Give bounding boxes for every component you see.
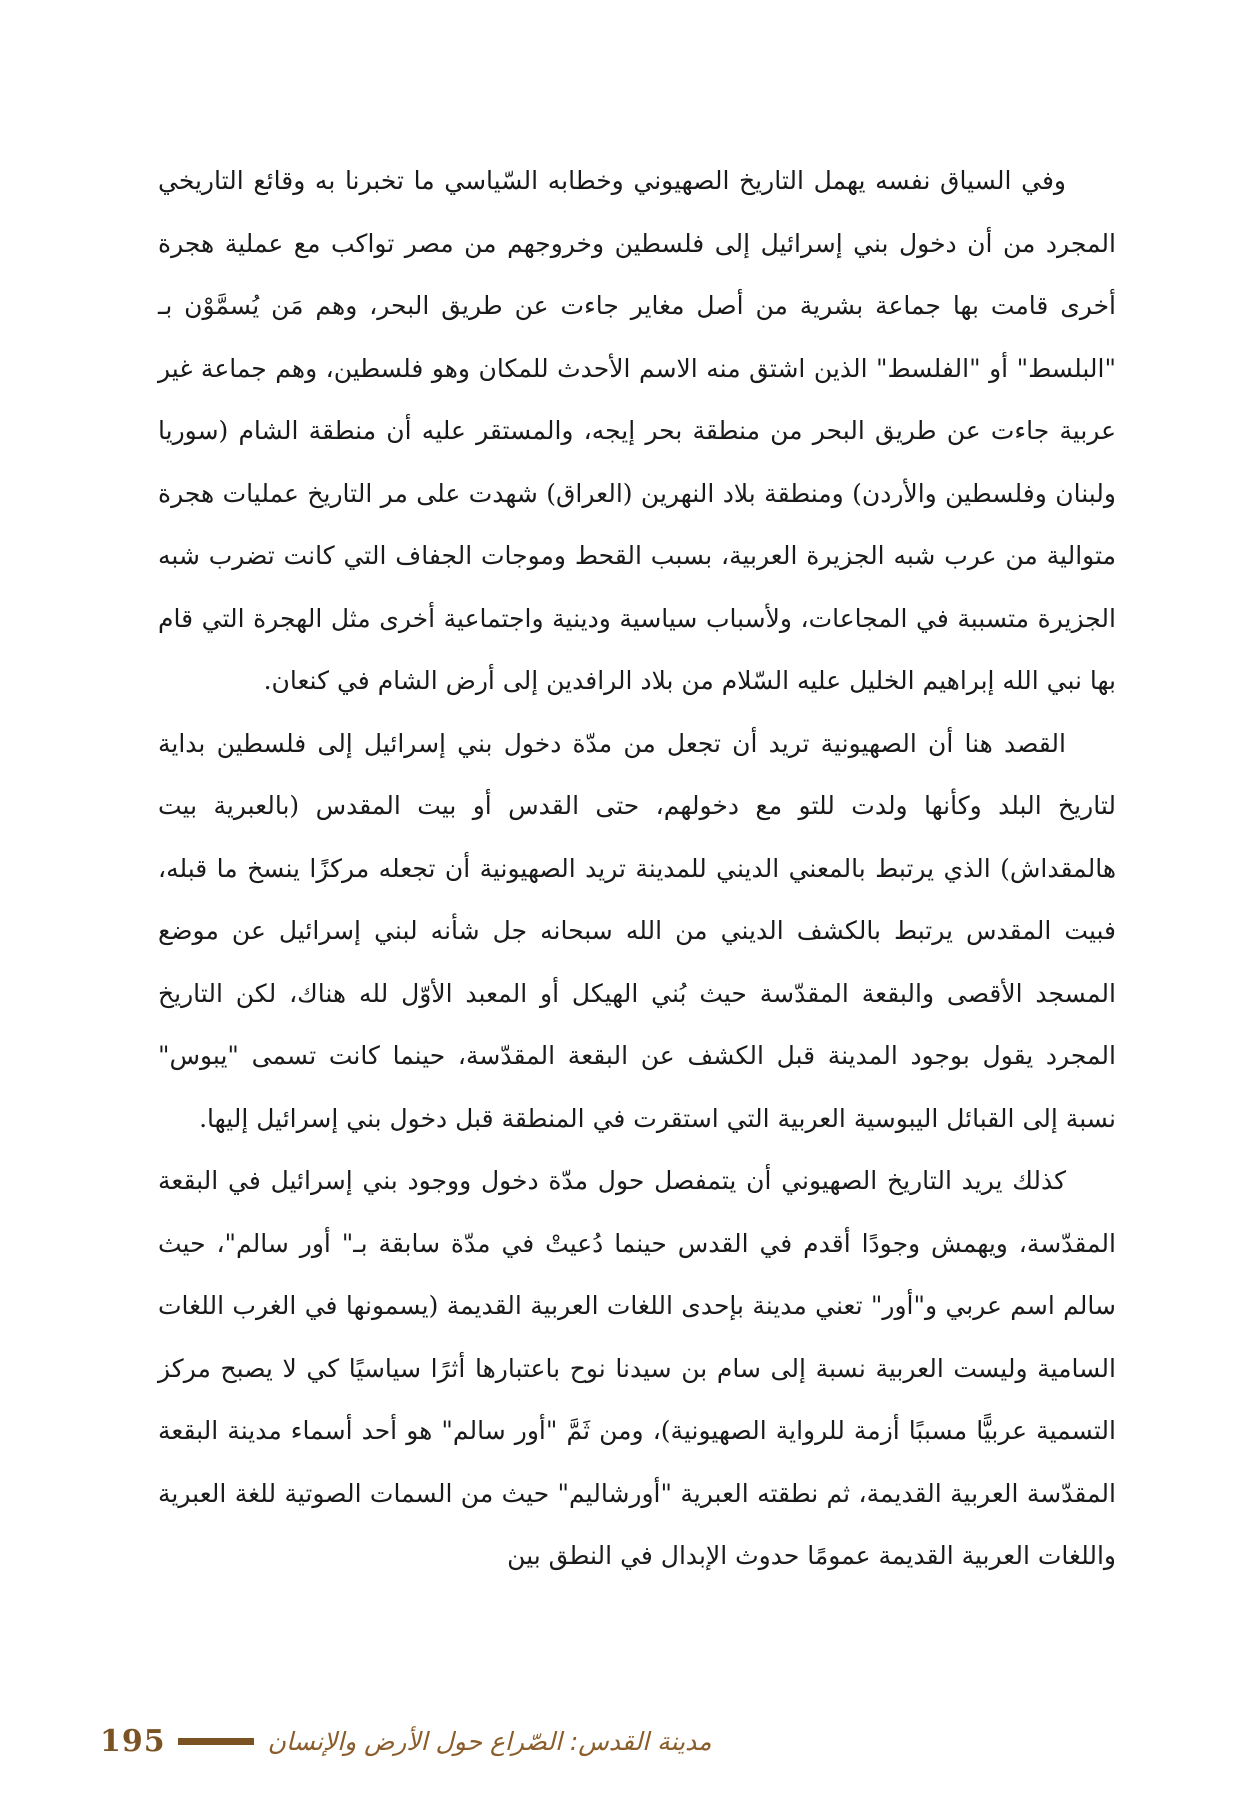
running-title: مدينة القدس: الصّراع حول الأرض والإنسان [267,1726,712,1756]
paragraph-3: كذلك يريد التاريخ الصهيوني أن يتمفصل حول مدّة دخول ووجود بني إسرائيل في البقعة المقدّسة، ويهمش وجودًا أقدم في القدس حينما دُعيتْ في مدّة سابقة بـ" أور سالم"، حيث سالم اسم عربي و"أور" تعني مدينة بإحدى اللغات العربية القديمة (يسمونها في الغرب اللغات السامية وليست العربية نسبة إلى سام بن سيدنا نوح باعتبارها أثرًا سياسيًا كي لا يصبح مركز التسمية عربيًّا مسببًا أزمة للرواية الصهيونية)، ومن ثَمَّ "أور سالم" هو أحد أسماء مدينة البقعة المقدّسة العربية القديمة، ثم نطقته العبرية "أورشاليم" حيث من السمات الصوتية للغة العبرية واللغات العربية القديمة عمومًا حدوث الإبدال في النطق بين [158,1166,1116,1570]
body-text [158,150,1116,1588]
page-footer [100,1716,1060,1766]
paragraph-2: القصد هنا أن الصهيونية تريد أن تجعل من مدّة دخول بني إسرائيل إلى فلسطين بداية لتاريخ البلد وكأنها ولدت للتو مع دخولهم، حتى القدس أو بيت المقدس (بالعبرية بيت هالمقداش) الذي يرتبط بالمعني الديني للمدينة تريد الصهيونية أن تجعله مركزًا ينسخ ما قبله، فبيت المقدس يرتبط بالكشف الديني من الله سبحانه جل شأنه لبني إسرائيل عن موضع المسجد الأقصى والبقعة المقدّسة حيث بُني الهيكل أو المعبد الأوّل لله هناك، لكن التاريخ المجرد يقول بوجود المدينة قبل الكشف عن البقعة المقدّسة، حينما كانت تسمى "يبوس" نسبة إلى القبائل اليبوسية العربية التي استقرت في المنطقة قبل دخول بني إسرائيل إليها. [158,728,1116,1133]
paragraph-1: وفي السياق نفسه يهمل التاريخ الصهيوني وخطابه السّياسي ما تخبرنا به وقائع التاريخي المجرد من أن دخول بني إسرائيل إلى فلسطين وخروجهم من مصر تواكب مع عملية هجرة أخرى قامت بها جماعة بشرية من أصل مغاير جاءت عن طريق البحر، وهم مَن يُسمَّوْن بـ "البلسط" أو "الفلسط" الذين اشتق منه الاسم الأحدث للمكان وهو فلسطين، وهم جماعة غير عربية جاءت عن طريق البحر من منطقة بحر إيجه، والمستقر عليه أن منطقة الشام (سوريا ولبنان وفلسطين والأردن) ومنطقة بلاد النهرين (العراق) شهدت على مر التاريخ عمليات هجرة متوالية من عرب شبه الجزيرة العربية، بسبب القحط وموجات الجفاف التي كانت تضرب شبه الجزيرة متسببة في المجاعات، ولأسباب سياسية ودينية واجتماعية أخرى مثل الهجرة التي قام بها نبي الله إبراهيم الخليل عليه السّلام من بلاد الرافدين إلى أرض الشام في كنعان. [158,166,1117,695]
footer-divider-bar [178,1738,254,1745]
page-number: 195 [100,1723,166,1759]
